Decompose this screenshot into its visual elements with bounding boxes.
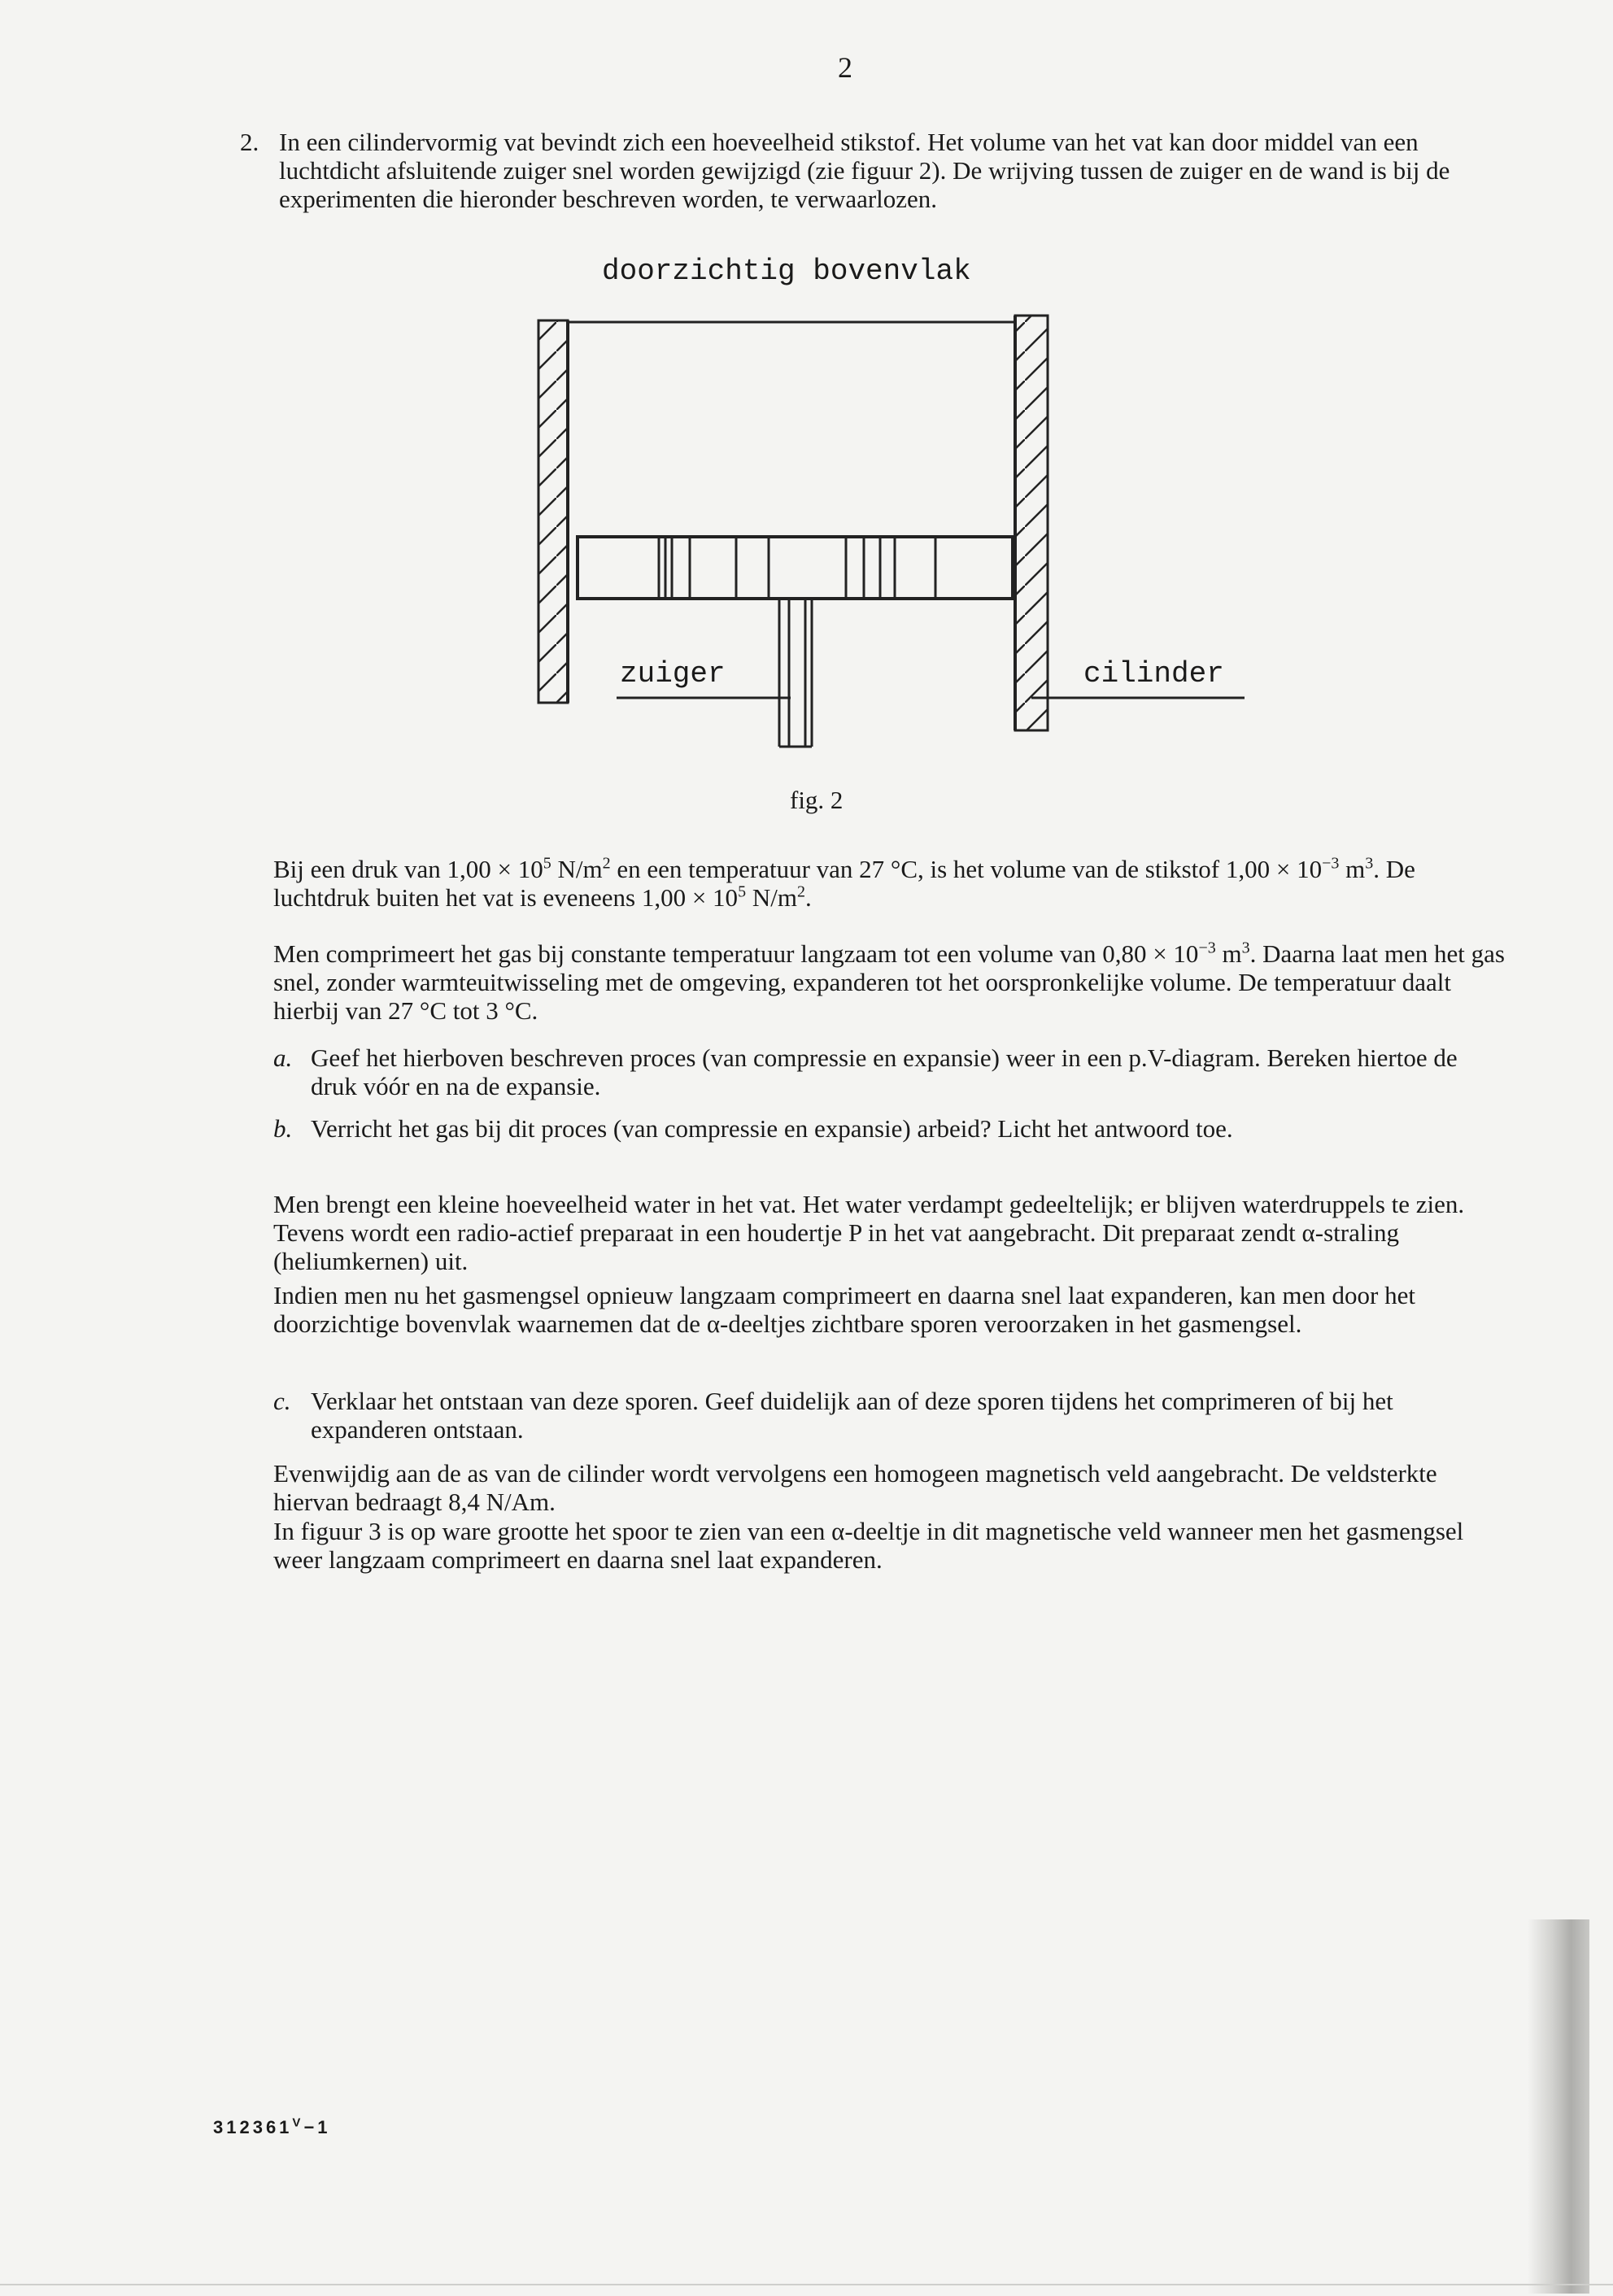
subquestion-c xyxy=(273,1387,1477,1444)
label-piston: zuiger xyxy=(620,657,726,691)
paragraph-figure3-reference: In figuur 3 is op ware grootte het spoor te zien van een α-deeltje in dit magnetische veld wanneer men het gasmengsel weer langzaam comprimeert en daarna snel laat expanderen. xyxy=(273,1517,1464,1574)
scan-edge-shadow xyxy=(1528,1919,1589,2294)
subquestion-a-letter: a. xyxy=(273,1043,293,1072)
question-number: 2. xyxy=(240,128,259,156)
subquestion-b-letter: b. xyxy=(273,1114,293,1143)
cylinder-right-wall xyxy=(1015,316,1048,730)
piston-rod xyxy=(779,599,812,747)
subquestion-a-text: Geef het hierboven beschreven proces (van compressie en expansie) weer in een p.V-diagram. Bereken hiertoe de druk vóór en na de expansie. xyxy=(311,1043,1458,1100)
paragraph-water-alpha-source: Men brengt een kleine hoeveelheid water in het vat. Het water verdampt gedeeltelijk; er blijven waterdruppels te zien. Tevens wordt een radio-actief preparaat in een houdertje P in het vat aangebracht. Dit preparaat zendt α-straling (heliumkernen) uit. xyxy=(273,1190,1465,1275)
paragraph-initial-conditions: Bij een druk van $1,00 \times 10^5$ $N/m^2$ en een temperatuur van 27 °C, is het volume van de stikstof $1,00 \times 10^{-3}$ $m^3$. De luchtdruk buiten het vat is eveneens $1,00 \times 10^5$ $N/m^2$. xyxy=(273,854,1415,912)
figure-caption: fig. 2 xyxy=(790,786,844,814)
subquestion-b-text: Verricht het gas bij dit proces (van compressie en expansie) arbeid? Licht het antwoord toe. xyxy=(311,1114,1233,1143)
label-transparent-top: doorzichtig bovenvlak xyxy=(602,255,971,288)
paragraph-magnetic-field: Evenwijdig aan de as van de cilinder wordt vervolgens een homogeen magnetisch veld aangebracht. De veldsterkte hiervan bedraagt 8,4 N/Am. xyxy=(273,1459,1437,1516)
paragraph-compression: Men comprimeert het gas bij constante temperatuur langzaam tot een volume van $0,80 \times 10^{-3}$ $m^3$. Daarna laat men het gas snel, zonder warmteuitwisseling met de omgeving, expanderen tot het oorspronkelijke volume. De temperatuur daalt hierbij van 27 °C tot 3 °C. xyxy=(273,939,1505,1025)
cylinder-left-wall xyxy=(538,320,568,703)
page-number: 2 xyxy=(838,51,852,84)
subquestion-b xyxy=(273,1114,1477,1143)
footer-exam-code: $312361^V-1$ xyxy=(213,2115,331,2137)
piston xyxy=(578,537,1013,599)
subquestion-c-letter: c. xyxy=(273,1387,291,1415)
subquestion-c-text: Verklaar het ontstaan van deze sporen. Geef duidelijk aan of deze sporen tijdens het comprimeren of bij het expanderen ontstaan. xyxy=(311,1387,1393,1444)
label-cylinder: cilinder xyxy=(1083,657,1224,691)
figure-cylinder-diagram xyxy=(0,0,1613,813)
paragraph-tracks-observation: Indien men nu het gasmengsel opnieuw langzaam comprimeert en daarna snel laat expanderen, kan men door het doorzichtige bovenvlak waarnemen dat de α-deeltjes zichtbare sporen veroorzaken in het gasmengsel. xyxy=(273,1281,1415,1338)
subquestion-a xyxy=(273,1043,1477,1100)
scan-bottom-edge xyxy=(0,2284,1613,2285)
question-intro-text: In een cilindervormig vat bevindt zich een hoeveelheid stikstof. Het volume van het vat kan door middel van een luchtdicht afsluitende zuiger snel worden gewijzigd (zie figuur 2). De wrijving tussen de zuiger en de wand is bij de experimenten die hieronder beschreven worden, te verwaarlozen. xyxy=(279,128,1450,213)
